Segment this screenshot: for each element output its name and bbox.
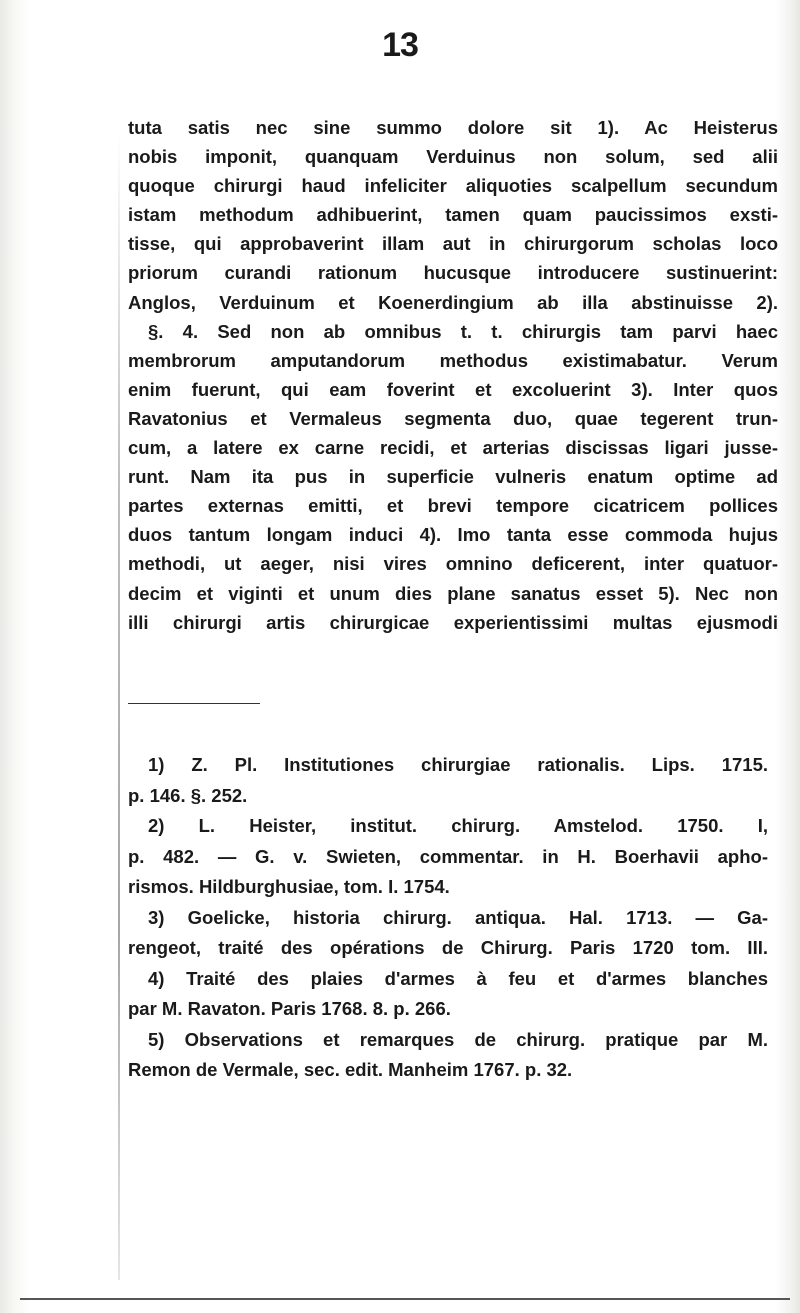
footnote-line: par M. Ravaton. Paris 1768. 8. p. 266. — [128, 998, 451, 1019]
text-line: nobis imponit, quanquam Verduinus non solum, sed alii — [128, 146, 778, 168]
main-text-block — [128, 113, 778, 637]
text-line: Ravatonius et Vermaleus segmenta duo, quae tegerent trun- — [128, 407, 778, 429]
text-line: illi chirurgi artis chirurgicae experientissimi multas ejusmodi — [128, 611, 778, 633]
page-gutter-shadow — [118, 130, 120, 1280]
footnote-line: 4) Traité des plaies d'armes à feu et d'armes blanches — [148, 967, 768, 989]
footnote-line: 3) Goelicke, historia chirurg. antiqua. Hal. 1713. — Ga- — [148, 906, 768, 928]
footnote-line: 1) Z. Pl. Institutiones chirurgiae rationalis. Lips. 1715. — [148, 754, 768, 775]
footnote-line: 5) Observations et remarques de chirurg. pratique par M. — [148, 1028, 768, 1050]
footnote-line: Remon de Vermale, sec. edit. Manheim 1767. p. 32. — [128, 1059, 573, 1080]
footnote-line: rismos. Hildburghusiae, tom. I. 1754. — [128, 876, 450, 897]
footnote-line: 2) L. Heister, institut. chirurg. Amstelod. 1750. I, — [148, 815, 768, 836]
text-line: methodi, ut aeger, nisi vires omnino deficerent, inter quatuor- — [128, 553, 778, 575]
text-line: enim fuerunt, qui eam foverint et excoluerint 3). Inter quos — [128, 378, 778, 400]
text-line: membrorum amputandorum methodus existimabatur. Verum — [128, 349, 778, 371]
page-bottom-edge — [20, 1298, 790, 1300]
page-number: 13 — [382, 26, 418, 64]
text-line: decim et viginti et unum dies plane sanatus esset 5). Nec non — [128, 582, 778, 604]
text-line: cum, a latere ex carne recidi, et arterias discissas ligari jusse- — [128, 437, 778, 459]
text-line: partes externas emitti, et brevi tempore cicatricem pollices — [128, 495, 778, 517]
text-line: tuta satis nec sine summo dolore sit 1). Ac Heisterus — [128, 117, 778, 138]
section-heading-line: §. 4. Sed non ab omnibus t. t. chirurgis tam parvi haec — [148, 320, 778, 342]
text-line: quoque chirurgi haud infeliciter aliquoties scalpellum secundum — [128, 175, 778, 197]
text-line: Anglos, Verduinum et Koenerdingium ab illa abstinuisse 2). — [128, 291, 778, 313]
footnotes-block — [128, 750, 768, 1086]
footnote-line: p. 146. §. 252. — [128, 784, 248, 806]
text-line: duos tantum longam induci 4). Imo tanta esse commoda hujus — [128, 524, 778, 546]
footnote-separator — [128, 703, 260, 704]
text-line: runt. Nam ita pus in superficie vulneris enatum optime ad — [128, 466, 778, 488]
footnote-line: p. 482. — G. v. Swieten, commentar. in H. Boerhavii apho- — [128, 845, 768, 867]
text-line: tisse, qui approbaverint illam aut in chirurgorum scholas loco — [128, 233, 778, 255]
text-line: priorum curandi rationum hucusque introducere sustinuerint: — [128, 262, 778, 284]
text-line: istam methodum adhibuerint, tamen quam paucissimos exsti- — [128, 204, 778, 226]
footnote-line: rengeot, traité des opérations de Chirurg. Paris 1720 tom. III. — [128, 937, 768, 958]
